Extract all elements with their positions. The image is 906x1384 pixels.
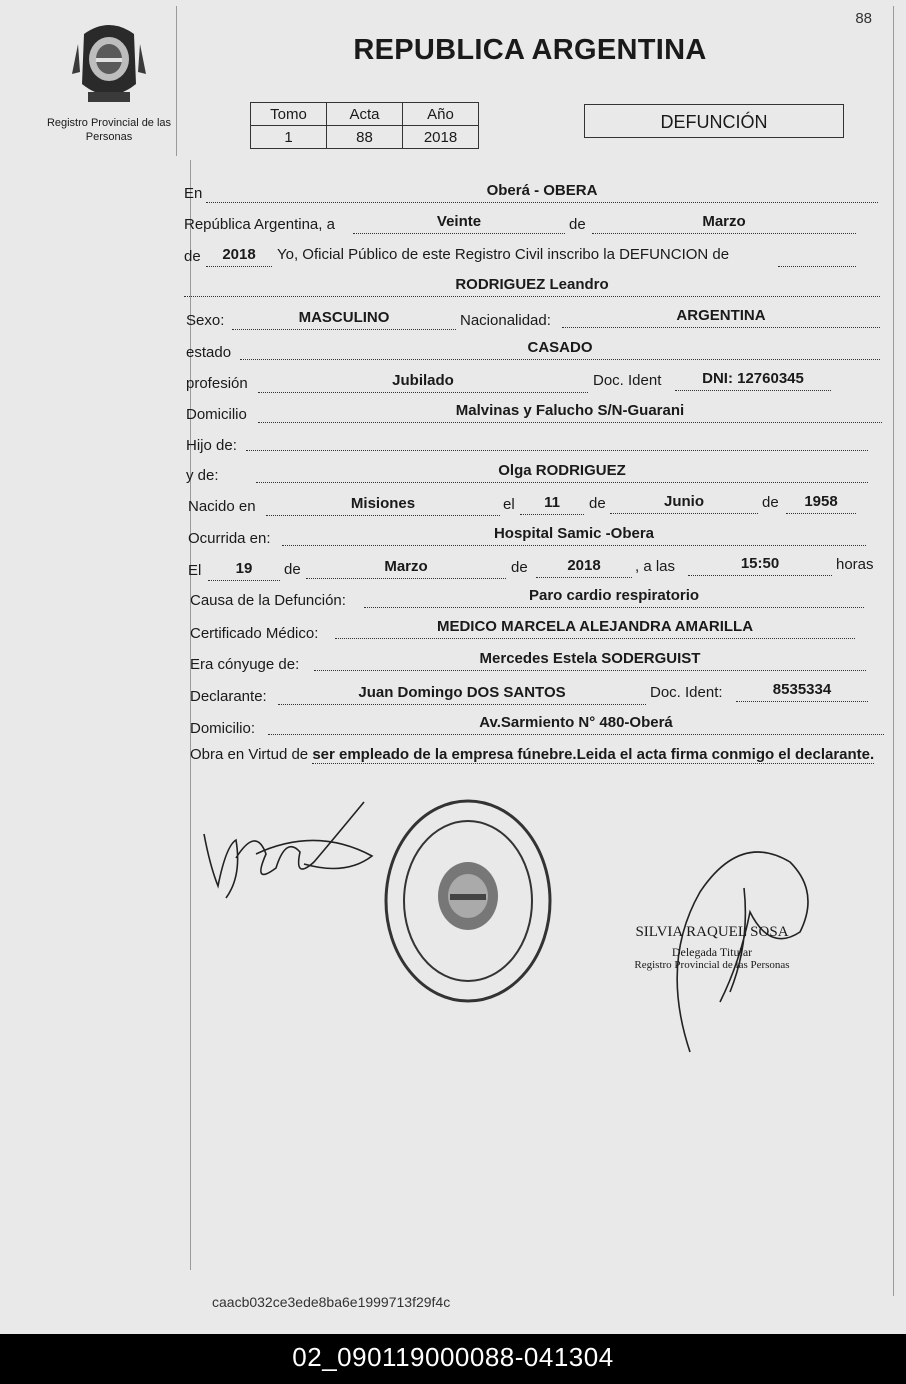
document-id-bar: 02_090119000088-041304 [0, 1334, 906, 1384]
label-domicilio: Domicilio [186, 406, 247, 423]
field-domicilio: Malvinas y Falucho S/N-Guarani [258, 402, 882, 423]
label-de-4: de [762, 494, 779, 511]
label-profesion: profesión [186, 375, 248, 392]
field-declarante-doc: 8535334 [736, 681, 868, 702]
label-yo: Yo, Oficial Público de este Registro Civil inscribo la DEFUNCION de [277, 246, 730, 263]
label-obra: Obra en Virtud de [190, 746, 309, 763]
label-conyuge: Era cónyuge de: [190, 656, 300, 673]
label-causa: Causa de la Defunción: [190, 592, 346, 609]
label-de-2: de [184, 248, 201, 265]
field-declarante-domicilio: Av.Sarmiento N° 480-Oberá [268, 714, 884, 735]
field-def-dia: 19 [208, 560, 280, 581]
field-sexo: MASCULINO [232, 309, 456, 330]
obra-en-virtud-paragraph [190, 742, 886, 768]
label-sexo: Sexo: [186, 312, 225, 329]
field-estado: CASADO [240, 339, 880, 360]
ref-value-tomo: 1 [251, 126, 327, 149]
label-nacido-en: Nacido en [188, 498, 256, 515]
label-de-3: de [589, 495, 606, 512]
label-nacionalidad: Nacionalidad: [460, 312, 551, 329]
ref-header-tomo: Tomo [251, 103, 327, 126]
label-declarante: Declarante: [190, 688, 267, 705]
label-el-2: El [188, 562, 202, 579]
label-en: En [184, 185, 203, 202]
label-de-6: de [511, 559, 528, 576]
field-nac-anio: 1958 [786, 493, 856, 514]
field-anio: 2018 [206, 246, 272, 267]
reference-table [250, 102, 479, 149]
ref-header-anio: Año [403, 103, 479, 126]
field-lugar: Oberá - OBERA [206, 182, 878, 203]
page-number: 88 [855, 10, 872, 27]
left-margin-line [176, 6, 177, 156]
label-doc-ident-2: Doc. Ident: [650, 684, 723, 701]
label-doc-ident: Doc. Ident [593, 372, 662, 389]
field-nac-mes: Junio [610, 493, 758, 514]
ref-value-anio: 2018 [403, 126, 479, 149]
province-emblem [64, 14, 154, 106]
field-def-hora: 15:50 [688, 555, 832, 576]
label-horas: horas [836, 556, 874, 573]
field-nac-dia: 11 [520, 494, 584, 515]
label-hijo-de: Hijo de: [186, 437, 237, 454]
field-def-mes: Marzo [306, 558, 506, 579]
field-hijo-de [246, 430, 868, 451]
label-a-las: , a las [635, 558, 676, 575]
declarant-signature [196, 796, 386, 906]
label-de-1: de [569, 216, 586, 233]
field-declarante: Juan Domingo DOS SANTOS [278, 684, 646, 705]
label-y-de: y de: [186, 467, 219, 484]
right-margin-line [893, 6, 894, 1296]
field-def-anio: 2018 [536, 557, 632, 578]
field-conyuge: Mercedes Estela SODERGUIST [314, 650, 866, 671]
document-title: REPUBLICA ARGENTINA [353, 34, 707, 66]
field-profesion: Jubilado [258, 372, 588, 393]
registrar-name: SILVIA RAQUEL SOSA [635, 924, 789, 940]
field-y-de: Olga RODRIGUEZ [256, 462, 868, 483]
field-nacionalidad: ARGENTINA [562, 307, 880, 328]
label-estado: estado [186, 344, 232, 361]
label-ocurrida-en: Ocurrida en: [188, 530, 271, 547]
field-mes: Marzo [592, 213, 856, 234]
field-causa: Paro cardio respiratorio [364, 587, 864, 608]
record-type-box: DEFUNCIÓN [584, 104, 844, 138]
label-el-1: el [503, 496, 515, 513]
field-doc-ident: DNI: 12760345 [675, 370, 831, 391]
registrar-org: Registro Provincial de las Personas [634, 959, 790, 971]
field-certificado: MEDICO MARCELA ALEJANDRA AMARILLA [335, 618, 855, 639]
field-dia: Veinte [353, 213, 565, 234]
field-ocurrida-en: Hospital Samic -Obera [282, 525, 866, 546]
label-republica: República Argentina, a [184, 216, 335, 233]
field-nacido-en: Misiones [266, 495, 500, 516]
label-de-5: de [284, 561, 301, 578]
field-nombre: RODRIGUEZ Leandro [184, 276, 880, 297]
field-blank-1 [778, 246, 856, 267]
document-hash: caacb032ce3ede8ba6e1999713f29f4c [212, 1294, 451, 1310]
official-stamp [380, 794, 556, 1008]
label-certificado: Certificado Médico: [190, 625, 319, 642]
registry-label: Registro Provincial de las Personas [46, 117, 172, 143]
ref-value-acta: 88 [327, 126, 403, 149]
ref-header-acta: Acta [327, 103, 403, 126]
label-domicilio-2: Domicilio: [190, 720, 256, 737]
registrar-role: Delegada Titular [671, 945, 753, 959]
field-obra: ser empleado de la empresa fúnebre.Leida el acta firma conmigo el declarante. [312, 746, 875, 763]
